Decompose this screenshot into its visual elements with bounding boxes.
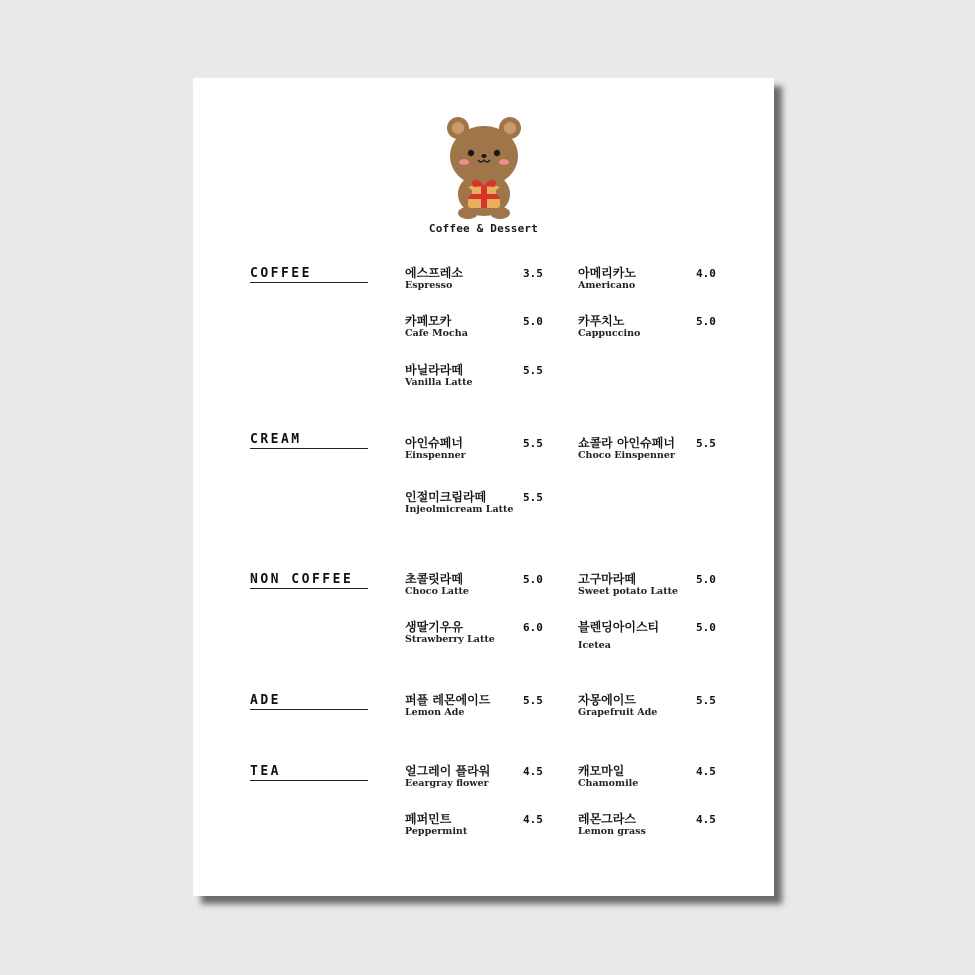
item-price: 3.5 — [523, 267, 543, 280]
section-title: ADE — [250, 693, 368, 710]
item-name-kr: 바닐라라떼 — [405, 363, 463, 377]
menu-item — [578, 812, 718, 838]
item-name-kr: 에스프레소 — [405, 266, 463, 280]
item-name-en: Americano — [578, 280, 636, 291]
item-name-en: Strawberry Latte — [405, 634, 495, 645]
item-price: 5.5 — [523, 694, 543, 707]
menu-item — [578, 693, 718, 719]
section-title: TEA — [250, 764, 368, 781]
menu-item — [405, 363, 545, 389]
item-price: 5.0 — [696, 573, 716, 586]
item-price: 5.5 — [696, 437, 716, 450]
item-name-en: Eeargray flower — [405, 778, 489, 789]
item-name-en: Lemon Ade — [405, 707, 465, 718]
item-name-en: Sweet potato Latte — [578, 586, 679, 597]
item-name-en: Cappuccino — [578, 328, 641, 339]
section-title: NON COFFEE — [250, 572, 368, 589]
item-name-en: Chamomile — [578, 778, 639, 789]
item-name-en: Injeolmicream Latte — [405, 504, 514, 515]
menu-item — [405, 266, 545, 292]
item-price: 5.5 — [523, 437, 543, 450]
item-name-kr: 쇼콜라 아인슈페너 — [578, 436, 675, 450]
item-price: 5.0 — [523, 573, 543, 586]
item-name-en: Cafe Mocha — [405, 328, 468, 339]
item-name-en: Lemon grass — [578, 826, 646, 837]
item-name-en: Vanilla Latte — [405, 377, 473, 388]
menu-item — [405, 572, 545, 598]
menu-item — [578, 436, 718, 462]
menu-paper — [193, 78, 774, 896]
item-name-en: Icetea — [578, 640, 611, 651]
item-name-en: Choco Einspenner — [578, 450, 675, 461]
item-name-en: Peppermint — [405, 826, 468, 837]
section-title: CREAM — [250, 432, 368, 449]
item-name-kr: 아인슈페너 — [405, 436, 463, 450]
bear-icon — [444, 116, 524, 220]
item-name-kr: 아메리카노 — [578, 266, 636, 280]
item-price: 5.0 — [696, 315, 716, 328]
menu-item — [405, 812, 545, 838]
item-name-kr: 자몽에이드 — [578, 693, 636, 707]
item-name-kr: 레몬그라스 — [578, 812, 636, 826]
item-price: 4.5 — [523, 813, 543, 826]
item-name-kr: 페퍼민트 — [405, 812, 452, 826]
item-price: 4.0 — [696, 267, 716, 280]
section-title: COFFEE — [250, 266, 368, 283]
menu-item — [405, 314, 545, 340]
item-name-en: Espresso — [405, 280, 453, 291]
menu-item — [405, 693, 545, 719]
menu-item — [405, 436, 545, 462]
item-name-kr: 카푸치노 — [578, 314, 625, 328]
item-name-kr: 초콜릿라떼 — [405, 572, 463, 586]
item-price: 5.0 — [696, 621, 716, 634]
item-price: 4.5 — [523, 765, 543, 778]
brand-tagline: Coffee & Dessert — [428, 222, 539, 235]
item-price: 5.5 — [523, 491, 543, 504]
item-name-kr: 생딸기우유 — [405, 620, 463, 634]
item-price: 6.0 — [523, 621, 543, 634]
item-name-kr: 고구마라떼 — [578, 572, 636, 586]
menu-item — [578, 572, 718, 598]
menu-item — [578, 266, 718, 292]
logo — [193, 116, 774, 235]
menu-item — [405, 490, 545, 516]
menu-item — [578, 314, 718, 340]
menu-item — [405, 620, 545, 646]
item-price: 5.5 — [523, 364, 543, 377]
menu-item — [405, 764, 545, 790]
menu-item — [578, 764, 718, 790]
item-name-kr: 블렌딩아이스티 — [578, 620, 660, 634]
item-price: 5.5 — [696, 694, 716, 707]
item-name-kr: 퍼플 레몬에이드 — [405, 693, 491, 707]
item-name-en: Choco Latte — [405, 586, 469, 597]
item-name-kr: 캐모마일 — [578, 764, 625, 778]
item-price: 5.0 — [523, 315, 543, 328]
item-name-kr: 인절미크림라떼 — [405, 490, 487, 504]
item-price: 4.5 — [696, 813, 716, 826]
item-name-en: Grapefruit Ade — [578, 707, 658, 718]
menu-item — [578, 620, 718, 652]
item-price: 4.5 — [696, 765, 716, 778]
item-name-kr: 얼그레이 플라워 — [405, 764, 491, 778]
item-name-en: Einspenner — [405, 450, 466, 461]
item-name-kr: 카페모카 — [405, 314, 452, 328]
